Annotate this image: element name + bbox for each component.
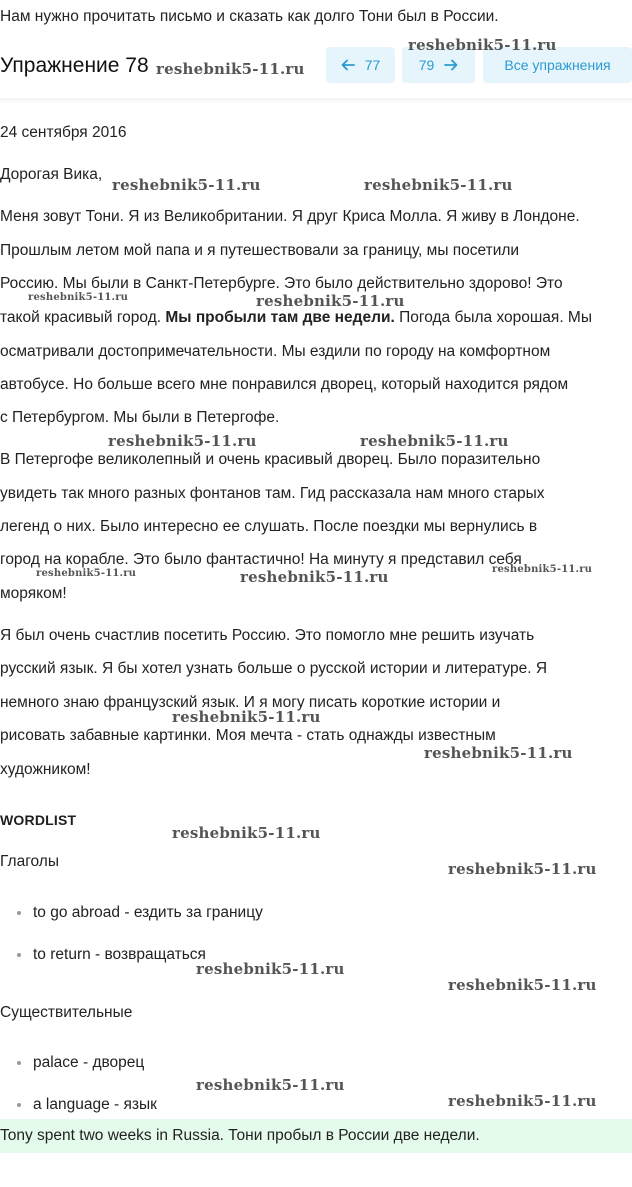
prev-exercise-label: 77 [364,57,381,73]
prev-exercise-button[interactable] [326,47,395,83]
arrow-left-icon [341,59,355,71]
letter-date: 24 сентября 2016 [0,124,127,141]
next-exercise-label: 79 [418,57,435,73]
watermark: reshebnik5-11.ru [196,960,345,978]
letter-line: русский язык. Я бы хотел узнать больше о русской истории и литературе. Я [0,660,548,677]
watermark: reshebnik5-11.ru [424,744,573,762]
watermark: reshebnik5-11.ru [448,1092,597,1110]
task-text: Нам нужно прочитать письмо и сказать как долго Тони был в России. [0,8,499,25]
watermark: reshebnik5-11.ru [448,976,597,994]
watermark: reshebnik5-11.ru [156,60,305,78]
letter-line: немного знаю французский язык. И я могу писать короткие истории и [0,694,501,711]
letter-line: В Петергофе великолепный и очень красивый дворец. Было поразительно [0,451,541,468]
wordlist-item: a language - язык [33,1096,157,1113]
highlighted-answer-sentence: Мы пробыли там две недели. [165,309,395,326]
arrow-right-icon [444,59,458,71]
letter-line: с Петербургом. Мы были в Петергофе. [0,409,280,426]
letter-line [0,309,592,328]
wordlist-title: WORDLIST [0,812,77,828]
watermark: reshebnik5-11.ru [448,860,597,878]
watermark: reshebnik5-11.ru [172,708,321,726]
page-title: Упражнение 78 [0,54,149,77]
nouns-heading: Существительные [0,1004,133,1021]
letter-line: моряком! [0,585,67,602]
watermark: reshebnik5-11.ru [112,176,261,194]
bullet-icon [17,953,21,957]
bullet-icon [17,911,21,915]
watermark: reshebnik5-11.ru [240,568,389,586]
watermark: reshebnik5-11.ru [196,1076,345,1094]
wordlist-item: to go abroad - ездить за границу [33,904,263,921]
watermark: reshebnik5-11.ru [36,568,137,579]
letter-line: Россию. Мы были в Санкт-Петербурге. Это было действительно здорово! Это [0,275,563,292]
watermark: reshebnik5-11.ru [364,176,513,194]
letter-line: увидеть так много разных фонтанов там. Гид рассказала нам много старых [0,485,545,502]
letter-text: такой красивый город. [0,309,162,326]
letter-line: автобусе. Но больше всего мне понравился дворец, который находится рядом [0,376,569,393]
letter-line: рисовать забавные картинки. Моя мечта - стать однажды известным [0,727,496,744]
watermark: reshebnik5-11.ru [172,824,321,842]
watermark: reshebnik5-11.ru [408,36,557,54]
verbs-heading: Глаголы [0,853,59,870]
header-divider [0,98,632,104]
watermark: reshebnik5-11.ru [360,432,509,450]
answer-text: Tony spent two weeks in Russia. Тони пробыл в России две недели. [0,1127,480,1144]
watermark: reshebnik5-11.ru [492,564,593,575]
letter-line: Меня зовут Тони. Я из Великобритании. Я друг Криса Молла. Я живу в Лондоне. [0,208,580,225]
letter-line: легенд о них. Было интересно ее слушать. После поездки мы вернулись в [0,518,538,535]
letter-line: Прошлым летом мой папа и я путешествовали за границу, мы посетили [0,242,520,259]
wordlist-item: palace - дворец [33,1054,145,1071]
all-exercises-label: Все упражнения [504,57,611,73]
letter-greeting: Дорогая Вика, [0,166,103,183]
letter-text: Погода была хорошая. Мы [399,309,592,326]
letter-line: осматривали достопримечательности. Мы ездили по городу на комфортном [0,343,551,360]
letter-line: город на корабле. Это было фантастично! На минуту я представил себя [0,551,522,568]
bullet-icon [17,1061,21,1065]
watermark: reshebnik5-11.ru [256,292,405,310]
wordlist-item: to return - возвращаться [33,946,206,963]
answer-box [0,1119,632,1153]
watermark: reshebnik5-11.ru [108,432,257,450]
bullet-icon [17,1103,21,1107]
letter-line: художником! [0,761,91,778]
watermark: reshebnik5-11.ru [28,292,129,303]
letter-line: Я был очень счастлив посетить Россию. Это помогло мне решить изучать [0,627,535,644]
